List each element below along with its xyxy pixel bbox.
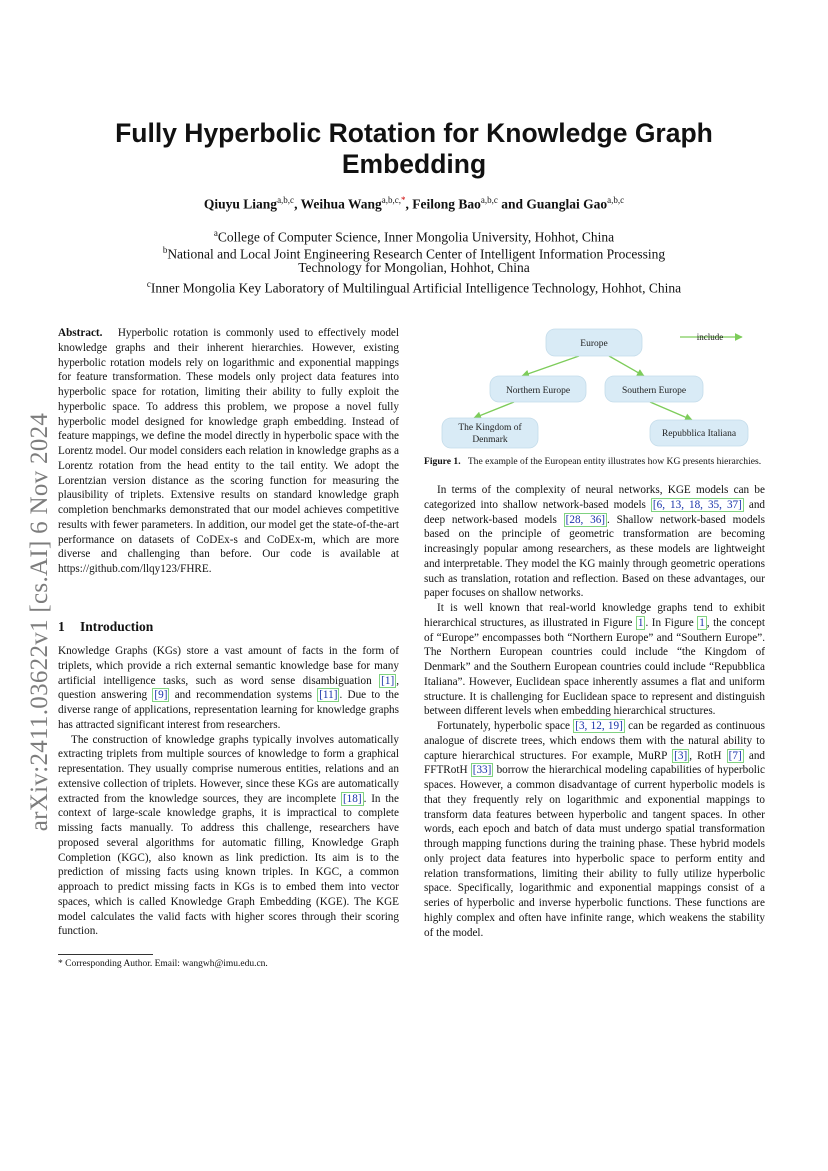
section-heading: 1 Introduction: [58, 619, 154, 634]
figure-ref-link[interactable]: 1: [699, 616, 705, 629]
arxiv-sidebar: [20, 372, 60, 872]
edge-europe-northern: [522, 356, 579, 376]
citation-link[interactable]: [6, 13, 18, 35, 37]: [652, 498, 742, 511]
author-list: Qiuyu Liang$^{a,b,c}$, Weihua Wang$^{a,b,c,*}$, Feilong Bao$^{a,b,c}$ and Guanglai Gao$^{a,b,c}$: [203, 195, 625, 212]
author-name: Guanglai Gao: [526, 196, 608, 212]
intro-paragraph-1: Knowledge Graphs (KGs) store a vast amount of facts in the form of triplets, which provide a rich external semantic knowledge base for many artificial intelligence tasks, such as word sense disambiguation [1] , question answering [9] and recommendation systems [11] . Due to the diverse range of applications, representation learning for knowledge graphs has attracted significant interest from researchers.: [58, 645, 399, 731]
citation-link[interactable]: [9]: [154, 689, 168, 702]
node-label-northern: Northern Europe: [505, 386, 571, 396]
footnote-rule: [58, 954, 153, 955]
intro-body: [58, 644, 399, 939]
edge-northern-denmark: [474, 402, 514, 418]
citation-link[interactable]: [18]: [342, 792, 362, 805]
edge-europe-southern: [609, 356, 644, 376]
right-paragraph-1: In terms of the complexity of neural networks, KGE models can be categorized into shallow network-based models [6, 13, 18, 35, 37] and deep network-based models [28, 36] . Shallow network-based models based on the principle of geometric transformation are becoming increasingly popular among researchers, as these models are lightweight and interpretable. They model the KG mainly through geometric operations such as translation, rotation and reflection. Based on these advantages, our paper focuses on shallow networks.: [424, 484, 766, 600]
node-label-southern: Southern Europe: [621, 386, 687, 396]
citation-link[interactable]: [33]: [472, 764, 492, 777]
right-paragraph-3: Fortunately, hyperbolic space [3, 12, 19] can be regarded as continuous analogue of discrete trees, which endows them with the natural ability to capture hierarchical structures. For example, MuRP [3] , RotH [7] and FFTRotH [33] borrow the hierarchical modeling capabilities of hyperbolic spaces. However, a common disadvantage of current hyperbolic models is that they frequently rely on logarithmic and exponential mappings to transform data features between hyperbolic and tangent spaces. In other words, each epoch and batch of data must undergo spatial transformation through mapping functions during the training phase. These hybrid models only project data features into hyperbolic space to perform entity and relation transformations, limiting their ability to fully utilize hyperbolic space. Specifically, logarithmic and exponential mappings consist of a series of hyperbolic and inverse hyperbolic functions. These functions are highly complex and often have infinite range, which weakens the stability of the model.: [424, 720, 766, 939]
node-label-denmark: The Kingdom of: [458, 423, 522, 433]
author-name: Feilong Bao: [412, 196, 481, 212]
corresponding-author-mark[interactable]: *: [401, 195, 406, 205]
node-label-denmark-2: Denmark: [472, 435, 508, 445]
legend-label: include: [696, 332, 724, 342]
abstract-label: Abstract.: [58, 327, 103, 339]
abstract-text: Hyperbolic rotation is commonly used to effectively model knowledge graphs and their inherent hierarchies. However, existing hyperbolic rotation models rely on logarithmic and exponential mappings for feature transformation. These models only project data features into hyperbolic space for rotation, limiting their ability to fully exploit the hyperbolic space. To address this problem, we propose a novel fully hyperbolic model designed for knowledge graph embedding. Instead of feature mappings, we define the model directly in hyperbolic space with the Lorentz model. Our model considers each relation in knowledge graphs as a Lorentz rotation from the head entity to the tail entity. We adopt the Lorentzian version distance as the scoring function for measuring the plausibility of triplets. Extensive results on standard knowledge graph completion benchmarks demonstrated that our model achieves competitive results with fewer parameters. In addition, our model get the state-of-the-art performance on datasets of CoDEx-s and CoDEx-m, which are more diverse and challenging than before. Our code is available at https://github.com/llqy123/FHRE.: [58, 327, 400, 575]
right-paragraph-2: It is well known that real-world knowledge graphs tend to exhibit hierarchical structures, as illustrated in Figure 1 . In Figure 1 , the concept of “Europe” encompasses both “Northern Europe” and “Southern Europe”. The Northern European countries could include “the Kingdom of Denmark” and the Southern European countries could include “Repubblica Italiana”. However, Euclidean space inherently assumes a flat and uniform structure. It is challenging for Euclidean space to represent and distinguish between different levels when embedding hierarchical structures.: [424, 602, 765, 718]
affiliation-a: $^a$College of Computer Science, Inner Mongolia University, Hohhot, China: [213, 228, 615, 245]
affiliation-b-cont: Technology for Mongolian, Hohhot, China: [298, 260, 530, 275]
citation-link[interactable]: [7]: [728, 749, 742, 762]
figure-ref-link[interactable]: 1: [637, 616, 644, 629]
affiliation-b: $^b$National and Local Joint Engineering Research Center of Intelligent Information Processing: [162, 245, 666, 262]
abstract: [58, 326, 399, 577]
affiliation-c: $^c$Inner Mongolia Key Laboratory of Multilingual Artificial Intelligence Technology, Hohhot, China: [146, 279, 682, 296]
hierarchy-figure: [424, 322, 765, 452]
citation-link[interactable]: [1]: [381, 674, 395, 687]
author-name: Qiuyu Liang: [203, 196, 278, 212]
citation-link[interactable]: [3]: [674, 749, 688, 762]
node-label-italy: Repubblica Italiana: [661, 429, 737, 439]
citation-link[interactable]: [3, 12, 19]: [575, 720, 623, 732]
node-label-europe: Europe: [580, 339, 608, 349]
author-name: Weihua Wang: [300, 196, 382, 212]
footnote: * Corresponding Author. Email: wangwh@imu.edu.cn.: [58, 959, 268, 969]
intro-paragraph-2: The construction of knowledge graphs typically involves automatically extracting triplets from multiple sources of knowledge to form a graphical representation. They usually comprise numerous entities, relations and an extensive collection of triplets. However, since these KGs are automatically extracted from the knowledge sources, they are incomplete [18] . In the context of large-scale knowledge graphs, it is impractical to complete missing facts manually. To address this challenge, researchers have proposed several algorithms for automatic filling, Knowledge Graph Completion (KGC), also known as link prediction. Its aim is to the prediction of missing facts using known triples. In KGC, a common approach to predict missing facts in KGs is to embed them into vector spaces, which is called Knowledge Graph Embedding (KGE). The KGE model calculates the valid facts with higher scores through their scoring function.: [58, 733, 399, 938]
citation-link[interactable]: [11]: [319, 689, 338, 702]
citation-link[interactable]: [28, 36]: [565, 513, 606, 526]
arxiv-identifier: arXiv:2411.03622v1 [cs.AI] 6 Nov 2024: [26, 412, 53, 832]
edge-southern-italy: [650, 402, 692, 420]
figure-caption: Figure 1. The example of the European entity illustrates how KG presents hierarchies.: [424, 456, 762, 467]
paper-title: Fully Hyperbolic Rotation for Knowledge Graph Embedding: [115, 118, 713, 179]
right-body: [424, 483, 765, 940]
